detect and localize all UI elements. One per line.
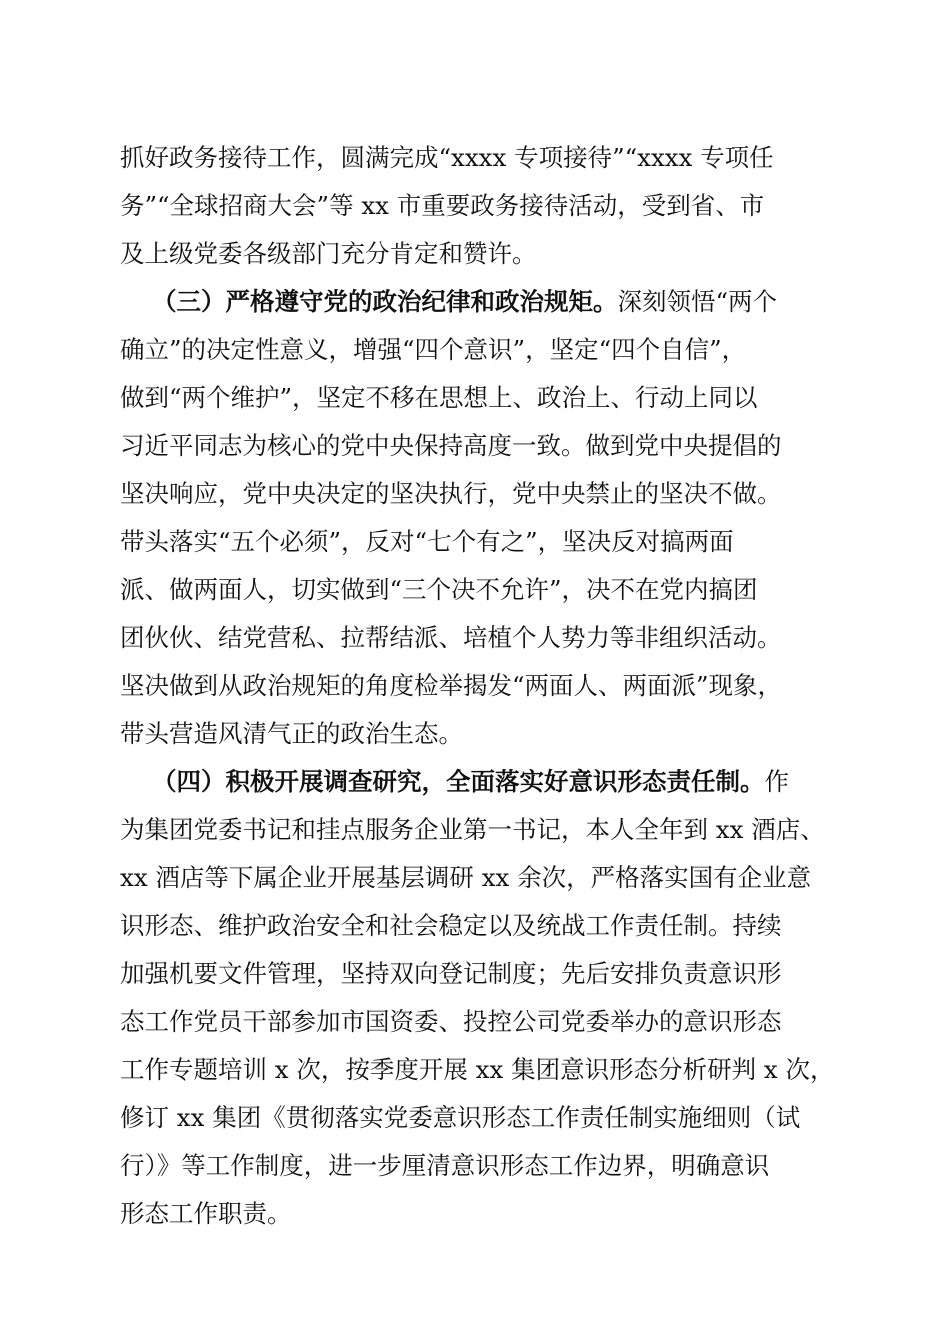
line-6 — [120, 376, 758, 420]
line-text: 带头落实“五个必须”，反对“七个有之”，坚决反对搞两面 — [120, 527, 734, 556]
line-text: 形态工作职责。 — [120, 1199, 292, 1228]
line-14-section-heading — [152, 760, 789, 804]
line-23 — [120, 1192, 292, 1236]
line-13 — [120, 712, 463, 756]
line-5 — [120, 328, 746, 372]
line-text: xx 酒店等下属企业开展基层调研 xx 余次，严格落实国有企业意 — [120, 863, 812, 892]
line-18 — [120, 952, 782, 996]
line-7 — [120, 424, 782, 468]
section-heading-4: （四）积极开展调查研究，全面落实好意识形态责任制。 — [152, 767, 765, 796]
line-text: 识形态、维护政治安全和社会稳定以及统战工作责任制。持续 — [120, 911, 782, 940]
line-text: 加强机要文件管理，坚持双向登记制度；先后安排负责意识形 — [120, 959, 782, 988]
line-text: 行）》等工作制度，进一步厘清意识形态工作边界，明确意识 — [120, 1151, 770, 1180]
line-text: 作 — [764, 767, 789, 796]
line-text: 工作专题培训 x 次，按季度开展 xx 集团意识形态分析研判 x 次， — [120, 1055, 835, 1084]
line-21 — [120, 1096, 800, 1140]
line-text: 确立”的决定性意义，增强“四个意识”，坚定“四个自信”， — [120, 335, 747, 364]
line-text: 务”“全球招商大会”等 xx 市重要政务接待活动，受到省、市 — [120, 191, 765, 220]
line-text: 带头营造风清气正的政治生态。 — [120, 719, 463, 748]
line-text: 派、做两面人，切实做到“三个决不允许”，决不在党内搞团 — [120, 575, 758, 604]
line-19 — [120, 1000, 782, 1044]
line-text: 深刻领悟“两个 — [617, 287, 778, 316]
section-heading-3: （三）严格遵守党的政治纪律和政治规矩。 — [152, 287, 618, 316]
line-text: 抓好政务接待工作，圆满完成“xxxx 专项接待”“xxxx 专项任 — [120, 143, 774, 172]
line-text: 坚决做到从政治规矩的角度检举揭发“两面人、两面派”现象， — [120, 671, 783, 700]
line-20 — [120, 1048, 835, 1092]
line-text: 及上级党委各级部门充分肯定和赞许。 — [120, 239, 537, 268]
line-text: 修订 xx 集团《贯彻落实党委意识形态工作责任制实施细则（试 — [120, 1103, 801, 1132]
line-text: 态工作党员干部参加市国资委、投控公司党委举办的意识形态 — [120, 1007, 782, 1036]
line-15 — [120, 808, 825, 852]
line-text: 习近平同志为核心的党中央保持高度一致。做到党中央提倡的 — [120, 431, 782, 460]
line-2 — [120, 184, 764, 228]
line-text: 坚决响应，党中央决定的坚决执行，党中央禁止的坚决不做。 — [120, 479, 782, 508]
line-3 — [120, 232, 537, 276]
line-22 — [120, 1144, 769, 1188]
line-17 — [120, 904, 782, 948]
line-8 — [120, 472, 782, 516]
line-text: 为集团党委书记和挂点服务企业第一书记，本人全年到 xx 酒店、 — [120, 815, 825, 844]
line-11 — [120, 616, 782, 660]
line-10 — [120, 568, 758, 612]
line-12 — [120, 664, 782, 708]
line-16 — [120, 856, 811, 900]
line-4-section-heading — [152, 280, 777, 324]
line-9 — [120, 520, 734, 564]
line-1 — [120, 136, 774, 180]
line-text: 做到“两个维护”，坚定不移在思想上、政治上、行动上同以 — [120, 383, 758, 412]
line-text: 团伙伙、结党营私、拉帮结派、培植个人势力等非组织活动。 — [120, 623, 782, 652]
